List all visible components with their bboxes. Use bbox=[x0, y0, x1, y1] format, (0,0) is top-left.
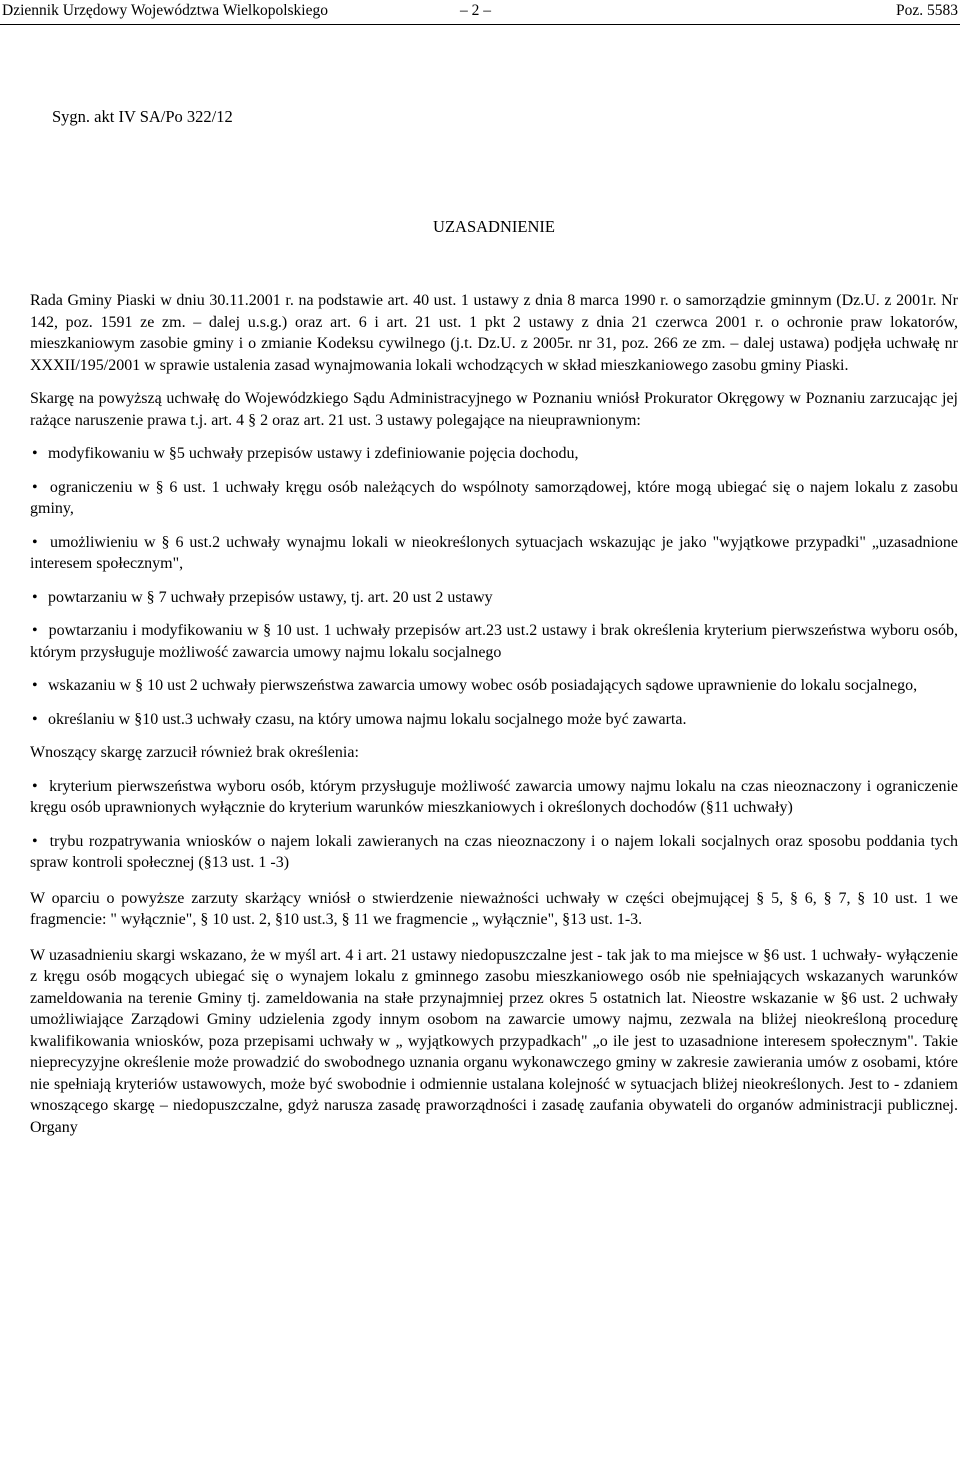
list-item: • modyfikowaniu w §5 uchwały przepisów ustawy i zdefiniowanie pojęcia dochodu, bbox=[32, 445, 579, 462]
list-item: • trybu rozpatrywania wniosków o najem lokali zawieranych na czas nieoznaczony i o najem lokali socjalnych oraz sposobu poddania tych spraw kontroli społecznej (§13 ust. 1 -3) bbox=[30, 832, 959, 871]
list-item: • określaniu w §10 ust.3 uchwały czasu, na który umowa najmu lokalu socjalnego może być zawarta. bbox=[32, 710, 687, 728]
document-body bbox=[30, 106, 958, 1138]
journal-title: Dziennik Urzędowy Województwa Wielkopolskiego bbox=[2, 2, 328, 19]
header-divider bbox=[0, 24, 960, 25]
list-item: • wskazaniu w § 10 ust 2 uchwały pierwszeństwa zawarcia umowy wobec osób posiadających sądowe uprawnienie do lokalu socjalnego, bbox=[32, 677, 918, 694]
missing-definitions-list bbox=[30, 776, 958, 874]
document-title: UZASADNIENIE bbox=[433, 217, 555, 236]
paragraph-complaint: Skargę na powyższą uchwałę do Wojewódzkiego Sądu Administracyjnego w Poznaniu wniósł Prokurator Okręgowy w Poznaniu zarzucając jej rażące naruszenie prawa t.j. art. 4 § 2 oraz art. 21 ust. 3 ustawy polegające na nieuprawnionym: bbox=[30, 390, 958, 429]
list-item: • powtarzaniu w § 7 uchwały przepisów ustawy, tj. art. 20 ust 2 ustawy bbox=[32, 588, 493, 606]
list-item: • powtarzaniu i modyfikowaniu w § 10 ust. 1 uchwały przepisów art.23 ust.2 ustawy i brak określenia kryterium pierwszeństwa wyboru osób, którym przysługuje możliwość zawarcia umowy najmu lokalu socjalnego bbox=[30, 622, 959, 661]
list-item: • umożliwieniu w § 6 ust.2 uchwały wynajmu lokali w nieokreślonych sytuacjach wskazując je jako "wyjątkowe przypadki" „uzasadnione interesem społecznym", bbox=[30, 533, 959, 572]
paragraph-request: W oparciu o powyższe zarzuty skarżący wniósł o stwierdzenie nieważności uchwały w części obejmującej § 5, § 6, § 7, § 10 ust. 1 we fragmencie: " wyłącznie", § 10 ust. 2, §10 ust.3, § 11 we fragmencie „ wyłącznie", §13 ust. 1-3. bbox=[30, 889, 958, 928]
page-header bbox=[0, 0, 960, 24]
paragraph-resolution: Rada Gminy Piaski w dniu 30.11.2001 r. na podstawie art. 40 ust. 1 ustawy z dnia 8 marca 1990 r. o samorządzie gminnym (Dz.U. z 2001r. Nr 142, poz. 1591 ze zm. – dalej u.s.g.) oraz art. 6 i art. 21 ust. 1 pkt 2 ustawy z dnia 21 czerwca 2001 r. o ochronie praw lokatorów, mieszkaniowym zasobie gminy i o zmianie Kodeksu cywilnego (j.t. Dz.U. z 2005r. nr 31, poz. 266 ze zm. – dalej ustawa) podjęła uchwałę nr XXXII/195/2001 w sprawie ustalenia zasad wynajmowania lokali wchodzących w skład mieszkaniowego zasobu gminy Piaski. bbox=[30, 292, 958, 374]
position-number: Poz. 5583 bbox=[896, 2, 958, 19]
list-item: • kryterium pierwszeństwa wyboru osób, którym przysługuje możliwość zawarcia umowy najmu lokalu na czas nieoznaczony i ograniczenie kręgu osób uprawnionych wyłącznie do kryterium warunków mieszkaniowych i określonych dochodów (§11 uchwały) bbox=[30, 777, 959, 816]
page-number: – 2 – bbox=[460, 2, 491, 19]
allegations-list bbox=[30, 443, 958, 730]
list-item: • ograniczeniu w § 6 ust. 1 uchwały kręgu osób należących do wspólnoty samorządowej, które mogą ubiegać się o najem lokalu z zasobu gminy, bbox=[30, 478, 959, 517]
paragraph-missing-definitions: Wnoszący skargę zarzucił również brak określenia: bbox=[30, 744, 359, 761]
case-reference: Sygn. akt IV SA/Po 322/12 bbox=[52, 107, 233, 126]
paragraph-justification: W uzasadnieniu skargi wskazano, że w myśl art. 4 i art. 21 ustawy niedopuszczalne jest - tak jak to ma miejsce w §6 ust. 1 uchwały- wyłączenie z kręgu osób mogących ubiegać się o wynajem lokalu z gminnego zasobu mieszkaniowego osób nie spełniających wskazanych warunków zameldowania na terenie Gminy tj. zameldowania na stałe przynajmniej przez okres 5 ostatnich lat. Nieostre wskazanie w §6 ust. 2 uchwały umożliwiające Zarządowi Gminy udzielenia zgody innym osobom na zawarcie umowy najmu, zezwala na bliżej nieokreśloną procedurę kwalifikowania wniosków, poza przepisami uchwały w „ wyjątkowych przypadkach" „o ile jest to uzasadnione interesem społecznym". Takie nieprecyzyjne określenie może prowadzić do swobodnego uznania organu wykonawczego gminy w zakresie zawierania umów z osobami, które nie spełniają kryteriów ustawowych, może być swobodnie i odmiennie ustalana kolejność w sytuacjach bliżej nieokreślonych. Jest to - zdaniem wnoszącego skargę – niedopuszczalne, gdyż narusza zasadę praworządności i zasadę zaufania obywateli do organów administracji publicznej. Organy bbox=[30, 946, 958, 1136]
